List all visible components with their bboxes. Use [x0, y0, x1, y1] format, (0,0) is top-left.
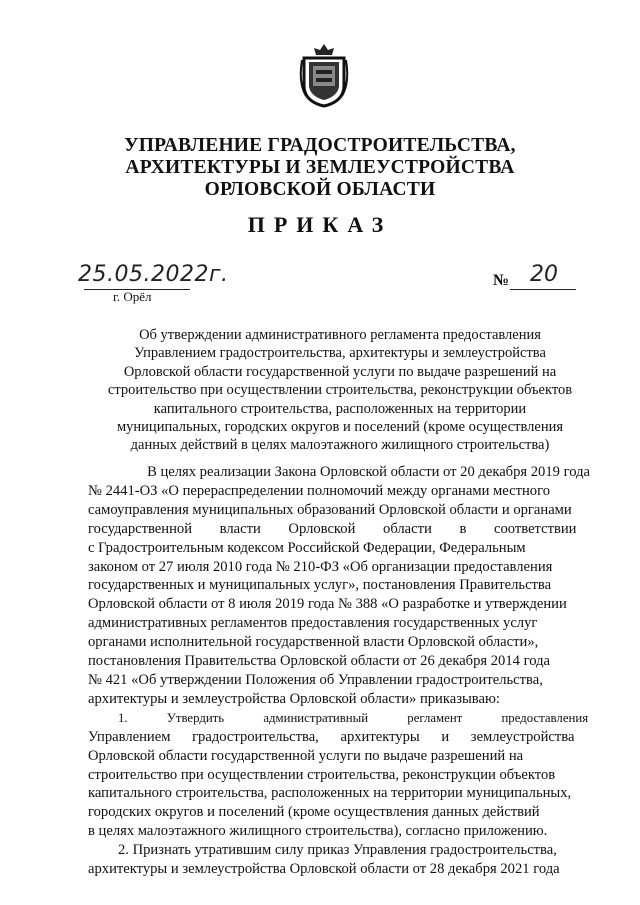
- coat-of-arms-emblem: [298, 42, 350, 108]
- body-line: архитектуры и землеустройства Орловской области» приказываю:: [88, 690, 500, 707]
- body-line: [88, 463, 590, 482]
- order-title: [80, 326, 600, 455]
- body-line: государственной власти Орловской области в соответствии: [88, 520, 577, 537]
- body-line: Управлением градостроительства, архитектуры и землеустройства: [88, 728, 575, 745]
- organization-name-line: ОРЛОВСКОЙ ОБЛАСТИ: [204, 179, 436, 200]
- body-line: в целях малоэтажного жилищного строительства), согласно приложению.: [88, 823, 548, 840]
- body-line: № 2441-ОЗ «О перераспределении полномочий между органами местного: [88, 482, 550, 499]
- body-line: архитектуры и землеустройства Орловской области от 28 декабря 2021 года: [88, 861, 560, 878]
- number-underline: [510, 289, 576, 290]
- handwritten-document-number: 20: [530, 262, 558, 287]
- title-line: Об утверждении административного регламента предоставления: [139, 327, 541, 343]
- document-type-heading: ПРИКАЗ: [247, 212, 393, 237]
- handwritten-date: 25.05.2022г.: [78, 262, 229, 287]
- title-line: строительство при осуществлении строительства, реконструкции объектов: [107, 382, 573, 399]
- organization-name: [60, 135, 580, 201]
- body-line: № 421 «Об утверждении Положения об Управлении градостроительства,: [88, 671, 543, 688]
- title-line: капитального строительства, расположенных на территории: [153, 400, 527, 417]
- body-line: капитального строительства, расположенных на территории муниципальных,: [88, 785, 572, 802]
- body-line: 1. Утвердить административный регламент предоставления: [118, 710, 589, 725]
- organization-name-line: УПРАВЛЕНИЕ ГРАДОСТРОИТЕЛЬСТВА,: [124, 135, 516, 156]
- body-line: органами исполнительной государственной власти Орловской области»,: [88, 634, 539, 651]
- city-label: г. Орёл: [113, 289, 152, 304]
- body-line: административных регламентов предоставления государственных услуг: [88, 615, 538, 632]
- body-line: постановления Правительства Орловской области от 26 декабря 2014 года: [88, 653, 550, 670]
- order-body: [88, 463, 590, 879]
- title-line: Орловской области государственной услуги по выдаче разрешений на: [123, 363, 557, 380]
- body-line: Орловской области от 8 июля 2019 года № 388 «О разработке и утверждении: [88, 596, 567, 613]
- body-line: 2. Признать утратившим силу приказ Управления градостроительства,: [118, 842, 557, 859]
- body-line: государственных и муниципальных услуг», постановления Правительства: [88, 577, 552, 594]
- title-line: муниципальных, городских округов и поселений (кроме осуществления: [116, 419, 564, 436]
- body-line: законом от 27 июля 2010 года № 210-ФЗ «Об организации предоставления: [88, 558, 553, 575]
- title-line: Управлением градостроительства, архитектуры и землеустройства: [134, 345, 546, 362]
- body-text: В целях реализации Закона Орловской области от 20 декабря 2019 года: [147, 464, 590, 480]
- body-line: с Градостроительным кодексом Российской Федерации, Федеральным: [88, 539, 526, 556]
- body-line: Орловской области государственной услуги по выдаче разрешений на: [88, 747, 524, 764]
- body-line: городских округов и поселений (кроме осуществления данных действий: [88, 804, 540, 821]
- title-line: данных действий в целях малоэтажного жилищного строительства): [130, 437, 550, 454]
- number-sign: №: [493, 272, 510, 289]
- body-line: строительство при осуществлении строительства, реконструкции объектов: [88, 766, 556, 783]
- organization-name-line: АРХИТЕКТУРЫ И ЗЕМЛЕУСТРОЙСТВА: [125, 157, 515, 178]
- body-line: самоуправления муниципальных образований Орловской области и органами: [88, 501, 572, 518]
